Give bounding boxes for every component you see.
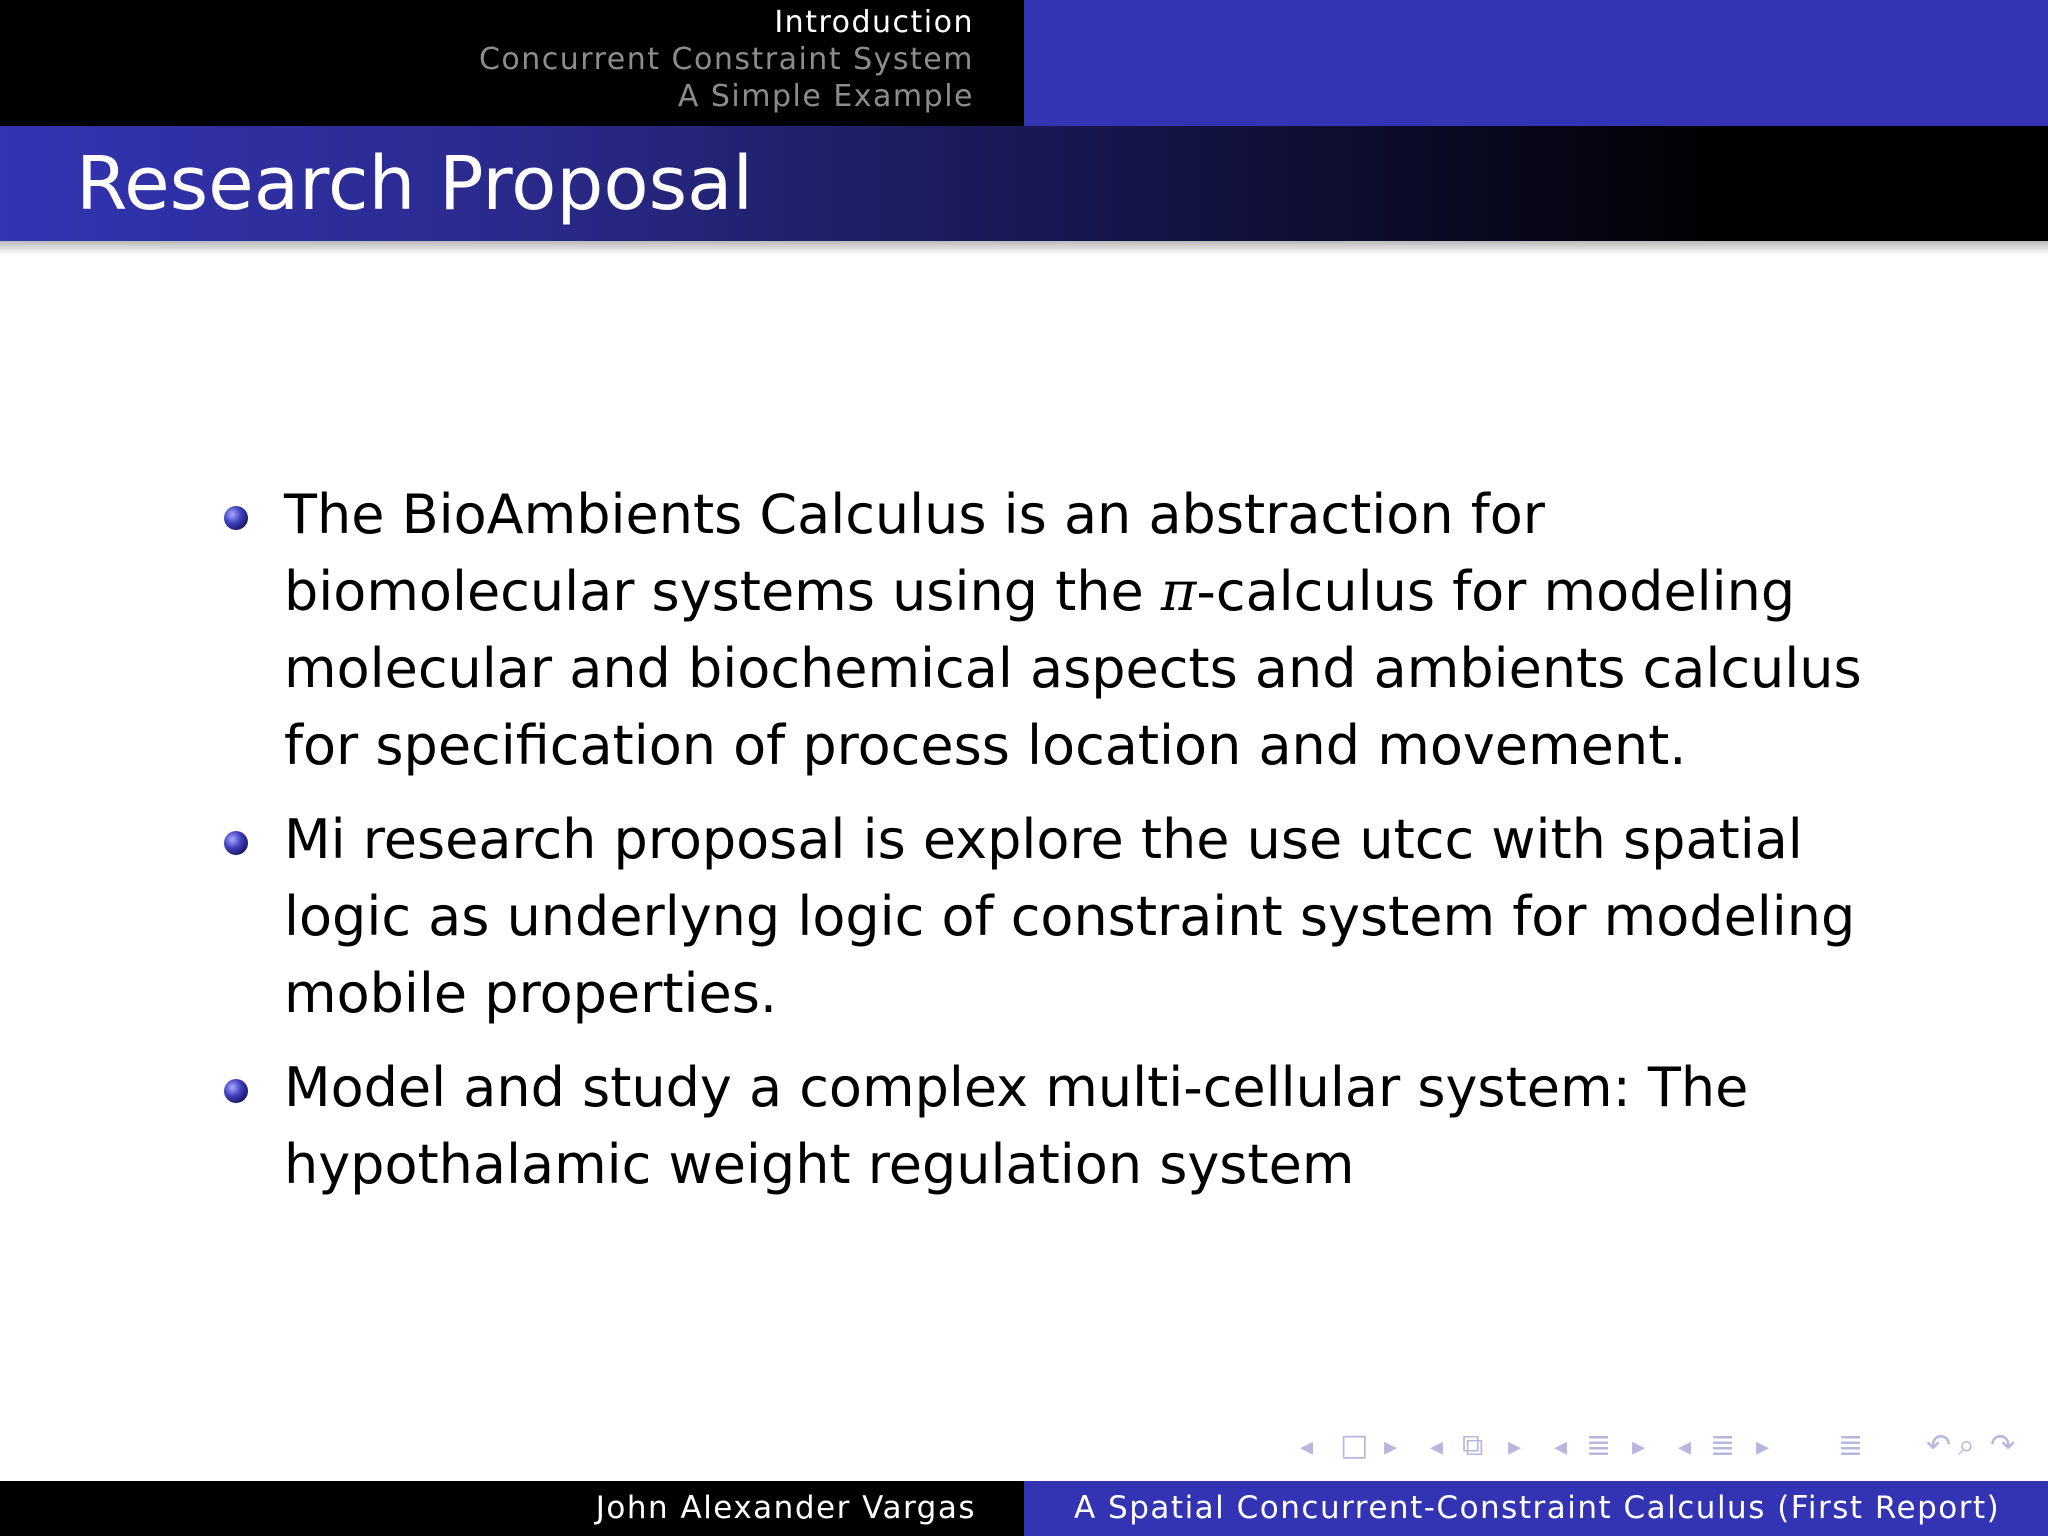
frame-icon[interactable]: □: [1340, 1428, 1369, 1463]
title-shadow: [0, 241, 2048, 255]
back-icon[interactable]: ↶: [1926, 1428, 1952, 1463]
bullet-ball-icon: [224, 1079, 248, 1103]
bullet-text-part: The BioAmbients Calculus is an abstraction for biomolecular systems using the: [284, 483, 1545, 623]
nav-section-simple-example[interactable]: A Simple Example: [677, 79, 974, 114]
navigation-symbols: [1300, 1428, 2030, 1468]
nav-section-concurrent-constraint-system[interactable]: Concurrent Constraint System: [478, 42, 974, 77]
bullet-item-research-proposal: [220, 801, 1880, 1032]
pi-symbol: π: [1160, 560, 1197, 623]
bullet-ball-icon: [224, 831, 248, 855]
subsection-next-icon[interactable]: ▸: [1508, 1432, 1522, 1462]
section-prev-icon[interactable]: ◂: [1554, 1432, 1568, 1462]
bullet-item-model-study: [220, 1049, 1880, 1203]
appendix-icon[interactable]: ≣: [1838, 1428, 1864, 1463]
section-icon[interactable]: ≣: [1586, 1428, 1612, 1463]
footer-left: [0, 1481, 1024, 1536]
header-nav-right: [1024, 0, 2048, 126]
frame-prev-icon[interactable]: ◂: [1300, 1432, 1314, 1462]
search-icon[interactable]: ⌕: [1958, 1428, 1975, 1463]
footer-short-title: A Spatial Concurrent-Constraint Calculus (First Report): [1074, 1490, 2001, 1526]
document-prev-icon[interactable]: ◂: [1678, 1432, 1692, 1462]
forward-icon[interactable]: ↷: [1990, 1428, 2016, 1463]
document-next-icon[interactable]: ▸: [1756, 1432, 1770, 1462]
frame-next-icon[interactable]: ▸: [1384, 1432, 1398, 1462]
section-navigation: [24, 4, 1024, 115]
bullet-list: [220, 476, 1880, 1203]
frame-title: Research Proposal: [76, 141, 754, 227]
slide-content: [220, 476, 1880, 1220]
nav-section-introduction[interactable]: Introduction: [774, 5, 974, 40]
footer-right: [1024, 1481, 2048, 1536]
document-icon[interactable]: ≣: [1710, 1428, 1736, 1463]
bullet-text: Mi research proposal is explore the use utcc with spatial logic as underlyng logic of constraint system for modeling mobile properties.: [284, 808, 1856, 1025]
bullet-text-part: -calculus for modeling molecular and biochemical aspects and ambients calculus for specification of process location and movement.: [284, 560, 1862, 777]
bullet-item-bioambients: [220, 476, 1880, 784]
subsection-icon[interactable]: ⧉: [1462, 1428, 1484, 1463]
bullet-ball-icon: [224, 506, 248, 530]
section-next-icon[interactable]: ▸: [1632, 1432, 1646, 1462]
header-nav-left: [0, 0, 1024, 126]
bullet-text: Model and study a complex multi-cellular system: The hypothalamic weight regulation system: [284, 1056, 1749, 1196]
footer-author: John Alexander Vargas: [595, 1490, 976, 1526]
frame-title-bar: [0, 126, 2048, 241]
subsection-prev-icon[interactable]: ◂: [1430, 1432, 1444, 1462]
